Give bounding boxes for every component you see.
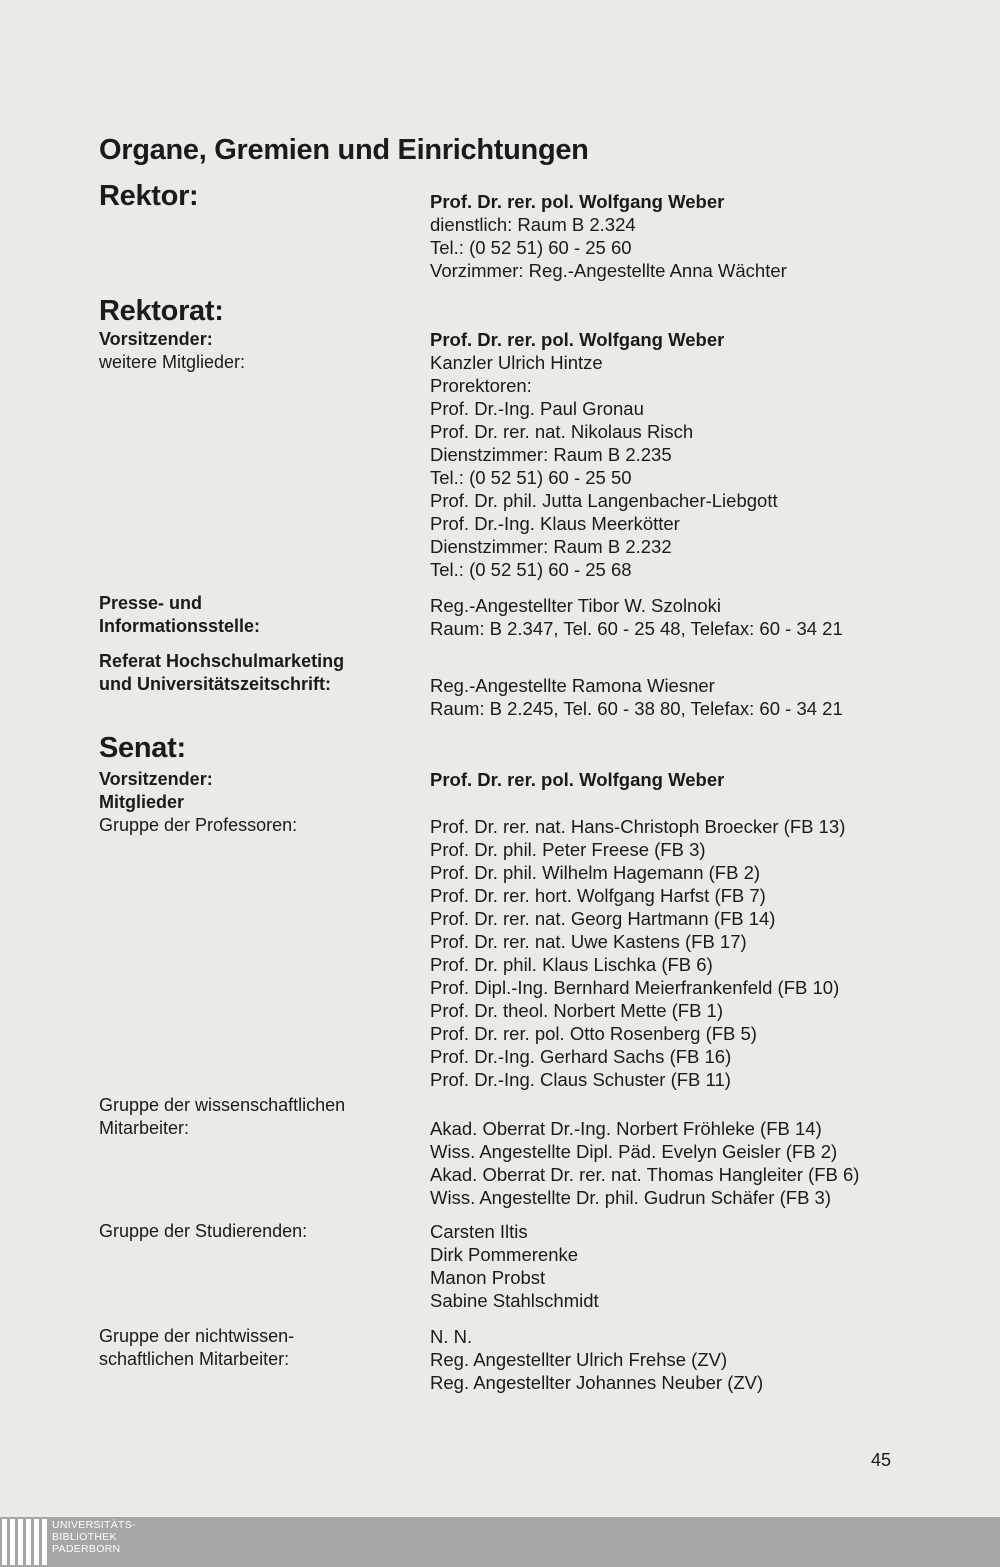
list-item: Prof. Dr. phil. Klaus Lischka (FB 6) xyxy=(430,954,713,975)
rektorat-line: Prorektoren: xyxy=(430,375,532,396)
rektorat-line: Tel.: (0 52 51) 60 - 25 50 xyxy=(430,467,632,488)
senat-chair-label: Vorsitzender: xyxy=(99,769,213,789)
list-item: Prof. Dr. rer. nat. Georg Hartmann (FB 14) xyxy=(430,908,776,929)
wiss-label: Mitarbeiter: xyxy=(99,1118,190,1138)
list-item: N. N. xyxy=(430,1326,473,1347)
rektorat-line: Tel.: (0 52 51) 60 - 25 68 xyxy=(430,559,632,580)
rektorat-heading: Rektorat: xyxy=(99,295,224,327)
list-item: Akad. Oberrat Dr. rer. nat. Thomas Hangleiter (FB 6) xyxy=(430,1164,860,1185)
nwiss-label: schaftlichen Mitarbeiter: xyxy=(99,1349,290,1369)
stud-label: Gruppe der Studierenden: xyxy=(99,1221,308,1241)
rektor-heading: Rektor: xyxy=(99,180,199,212)
list-item: Prof. Dr. rer. hort. Wolfgang Harfst (FB 7) xyxy=(430,885,766,906)
list-item: Manon Probst xyxy=(430,1267,546,1288)
presse-label: Informationsstelle: xyxy=(99,616,261,636)
list-item: Prof. Dr. theol. Norbert Mette (FB 1) xyxy=(430,1000,724,1021)
wiss-label: Gruppe der wissenschaftlichen xyxy=(99,1095,346,1115)
rektor-name: Prof. Dr. rer. pol. Wolfgang Weber xyxy=(430,191,725,212)
logo-line: UNIVERSITÄTS- xyxy=(52,1519,136,1531)
referat-details xyxy=(430,674,843,720)
library-footer xyxy=(0,1517,1000,1567)
logo-line: PADERBORN xyxy=(52,1543,121,1555)
wiss-list xyxy=(430,1117,859,1209)
list-item: Wiss. Angestellte Dr. phil. Gudrun Schäfer (FB 3) xyxy=(430,1187,831,1208)
rektorat-chair-label: Vorsitzender: xyxy=(99,329,213,349)
list-item: Prof. Dr. rer. pol. Otto Rosenberg (FB 5) xyxy=(430,1023,757,1044)
rektorat-chair: Prof. Dr. rer. pol. Wolfgang Weber xyxy=(430,329,725,350)
page-title: Organe, Gremien und Einrichtungen xyxy=(99,134,589,166)
presse-label: Presse- und xyxy=(99,593,203,613)
library-logo-text xyxy=(52,1519,136,1555)
rektor-line: dienstlich: Raum B 2.324 xyxy=(430,214,636,235)
referat-line: Raum: B 2.245, Tel. 60 - 38 80, Telefax: 60 - 34 21 xyxy=(430,698,843,719)
senat-chair-name: Prof. Dr. rer. pol. Wolfgang Weber xyxy=(430,769,725,790)
senat-heading: Senat: xyxy=(99,732,186,764)
list-item: Prof. Dr.-Ing. Claus Schuster (FB 11) xyxy=(430,1069,731,1090)
list-item: Prof. Dr. phil. Wilhelm Hagemann (FB 2) xyxy=(430,862,761,883)
presse-details xyxy=(430,594,843,640)
library-logo-icon xyxy=(2,1519,47,1565)
rektor-line: Tel.: (0 52 51) 60 - 25 60 xyxy=(430,237,632,258)
professoren-label: Gruppe der Professoren: xyxy=(99,815,298,835)
referat-label: und Universitätszeitschrift: xyxy=(99,674,332,694)
presse-line: Reg.-Angestellter Tibor W. Szolnoki xyxy=(430,595,721,616)
list-item: Prof. Dr.-Ing. Gerhard Sachs (FB 16) xyxy=(430,1046,732,1067)
list-item: Prof. Dipl.-Ing. Bernhard Meierfrankenfeld (FB 10) xyxy=(430,977,840,998)
nwiss-label: Gruppe der nichtwissen- xyxy=(99,1326,295,1346)
rektorat-line: Prof. Dr. phil. Jutta Langenbacher-Liebgott xyxy=(430,490,778,511)
stud-list xyxy=(430,1220,599,1312)
list-item: Carsten Iltis xyxy=(430,1221,528,1242)
nwiss-list xyxy=(430,1325,763,1394)
rektorat-line: Prof. Dr.-Ing. Paul Gronau xyxy=(430,398,644,419)
rektorat-line: Dienstzimmer: Raum B 2.235 xyxy=(430,444,672,465)
list-item: Prof. Dr. rer. nat. Hans-Christoph Broecker (FB 13) xyxy=(430,816,846,837)
presse-line: Raum: B 2.347, Tel. 60 - 25 48, Telefax: 60 - 34 21 xyxy=(430,618,843,639)
rektorat-line: Dienstzimmer: Raum B 2.232 xyxy=(430,536,672,557)
page-number: 45 xyxy=(871,1450,892,1470)
rektorat-members-label: weitere Mitglieder: xyxy=(99,352,246,372)
senat-members-label: Mitglieder xyxy=(99,792,185,812)
rektor-details xyxy=(430,190,787,282)
rektorat-line: Prof. Dr.-Ing. Klaus Meerkötter xyxy=(430,513,680,534)
list-item: Dirk Pommerenke xyxy=(430,1244,579,1265)
list-item: Reg. Angestellter Johannes Neuber (ZV) xyxy=(430,1372,764,1393)
rektorat-details xyxy=(430,328,778,581)
professoren-list xyxy=(430,815,845,1091)
rektorat-line: Kanzler Ulrich Hintze xyxy=(430,352,603,373)
list-item: Sabine Stahlschmidt xyxy=(430,1290,599,1311)
rektor-line: Vorzimmer: Reg.-Angestellte Anna Wächter xyxy=(430,260,787,281)
senat-chair xyxy=(430,768,724,791)
referat-label: Referat Hochschulmarketing xyxy=(99,651,345,671)
list-item: Prof. Dr. phil. Peter Freese (FB 3) xyxy=(430,839,706,860)
list-item: Prof. Dr. rer. nat. Uwe Kastens (FB 17) xyxy=(430,931,747,952)
rektorat-line: Prof. Dr. rer. nat. Nikolaus Risch xyxy=(430,421,694,442)
list-item: Akad. Oberrat Dr.-Ing. Norbert Fröhleke (FB 14) xyxy=(430,1118,822,1139)
referat-line: Reg.-Angestellte Ramona Wiesner xyxy=(430,675,715,696)
logo-line: BIBLIOTHEK xyxy=(52,1531,117,1543)
list-item: Wiss. Angestellte Dipl. Päd. Evelyn Geisler (FB 2) xyxy=(430,1141,838,1162)
list-item: Reg. Angestellter Ulrich Frehse (ZV) xyxy=(430,1349,728,1370)
